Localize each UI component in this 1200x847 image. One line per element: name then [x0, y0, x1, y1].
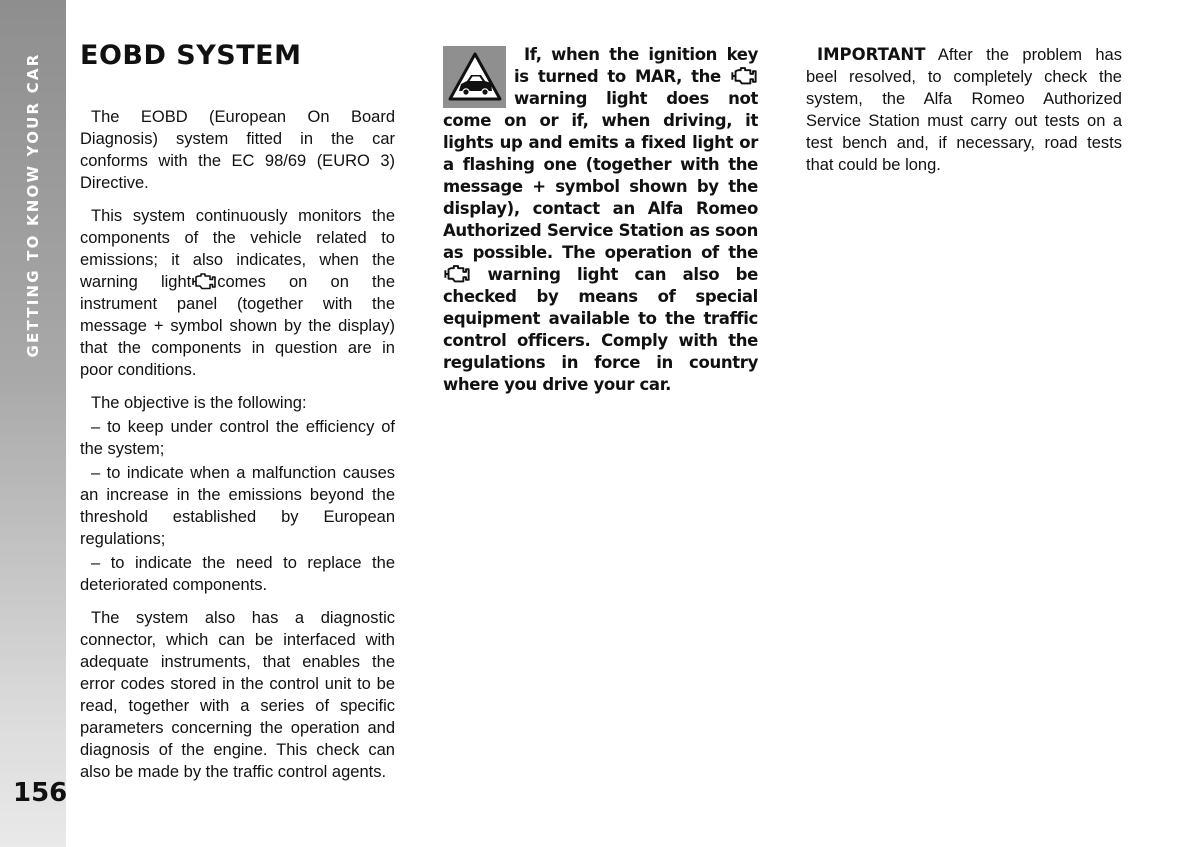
monitoring-text-start: This system continuously monitors the components of the vehicle related to emissions; it also indicates, when the warning light — [80, 207, 395, 291]
column-important — [806, 44, 1122, 176]
objective-heading: The objective is the following: — [91, 394, 307, 412]
check-engine-icon — [731, 67, 757, 85]
page-number: 156 — [13, 778, 68, 808]
warning-text-part2: warning light does not come on or if, when driving, it lights up and emits a fixed light or a flashing one (together with the message + symbol shown by the display), contact an Alfa Romeo Authorized Service Station as soon as possible. The operation of the — [443, 89, 758, 262]
warning-text-part3: warning light can also be checked by means of special equipment available to the traffic control officers. Comply with the regulations in force in country where you drive your car. — [443, 265, 758, 394]
objective-item: – to indicate when a malfunction causes an increase in the emissions beyond the threshold established by European regulations; — [80, 464, 395, 548]
page-title: EOBD SYSTEM — [80, 40, 302, 71]
diagnostic-connector-paragraph: The system also has a diagnostic connector, which can be interfaced with adequate instruments, that enables the error codes stored in the control unit to be read, together with a series of specific parameters concerning the operation and diagnosis of the engine. This check can also be made by the traffic control agents. — [80, 609, 395, 781]
important-paragraph — [806, 44, 1122, 176]
warning-block — [443, 44, 758, 396]
section-side-tab — [0, 0, 66, 847]
monitoring-text-end: comes on on the instrument panel (together with the message + symbol shown by the display) that the components in question are in poor conditions. — [80, 273, 395, 379]
objective-item: – to indicate the need to replace the deteriorated components. — [80, 554, 395, 594]
warning-text-part1: If, when the ignition key is turned to MAR, the — [514, 45, 758, 86]
intro-paragraph: The EOBD (European On Board Diagnosis) system fitted in the car conforms with the EC 98/69 (EURO 3) Directive. — [80, 108, 395, 192]
check-engine-icon — [444, 265, 470, 283]
monitoring-paragraph — [80, 205, 395, 381]
check-engine-icon — [192, 273, 216, 290]
warning-triangle-car-icon — [443, 46, 506, 108]
important-text: After the problem has beel resolved, to completely check the system, the Alfa Romeo Authorized Service Station must carry out tests on a test bench and, if necessary, road tests that could be long. — [806, 46, 1122, 174]
column-description — [80, 106, 395, 794]
section-tab-label: GETTING TO KNOW YOUR CAR — [24, 52, 42, 358]
objective-item: – to keep under control the efficiency of the system; — [80, 418, 395, 458]
important-label: IMPORTANT — [817, 45, 926, 64]
